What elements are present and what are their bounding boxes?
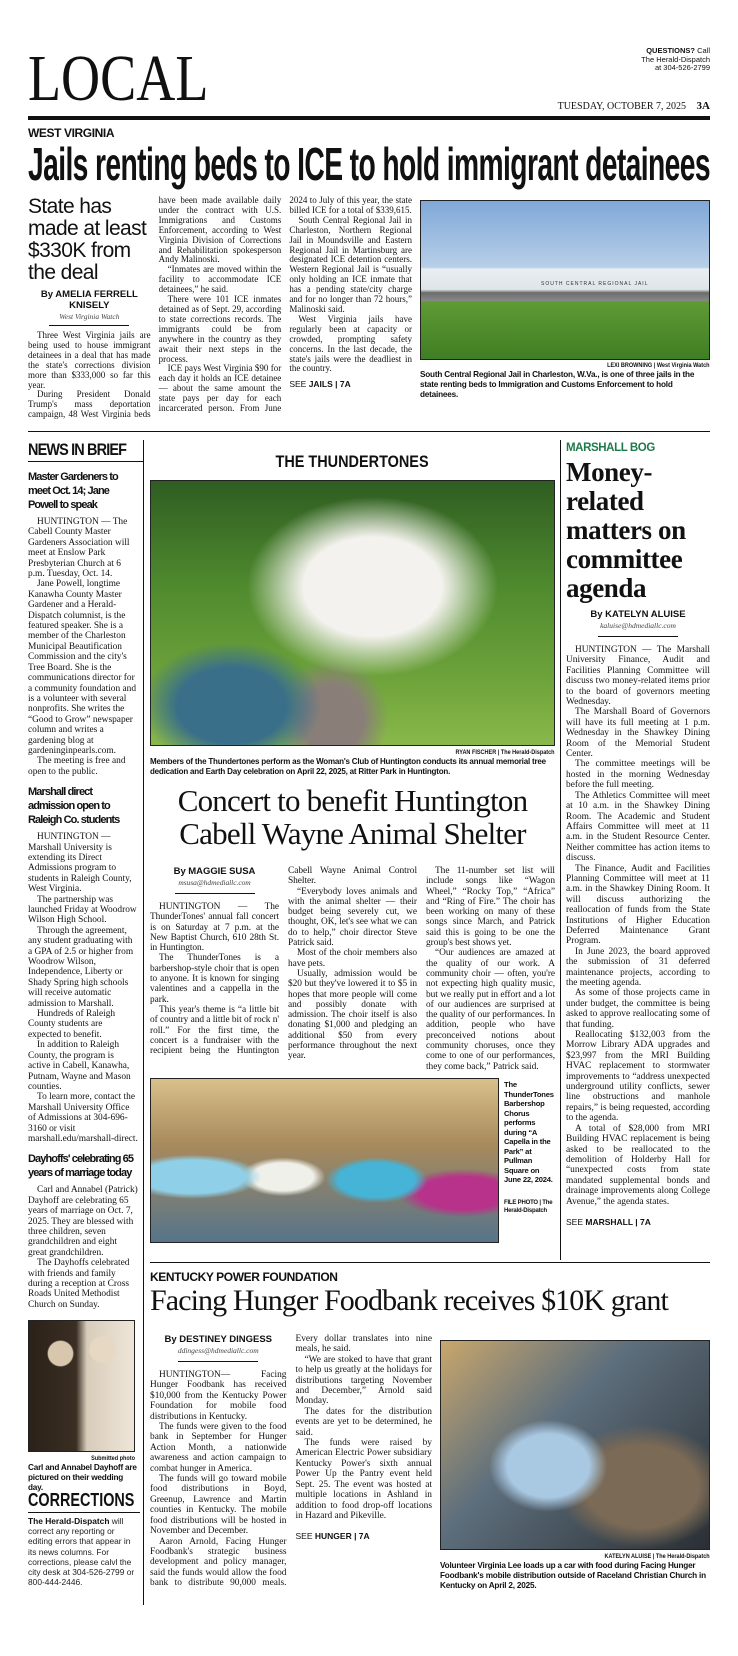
paragraph: To learn more, contact the Marshall University Office of Admissions at 304-696-3160 or visit marshall.edu/marshall-direct. [28, 1092, 138, 1144]
jails-kicker: WEST VIRGINIA [28, 126, 115, 140]
dateline [558, 100, 710, 112]
questions-call: Call [694, 46, 710, 55]
jail-sign: SOUTH CENTRAL REGIONAL JAIL [541, 281, 649, 287]
hunger-jump[interactable] [296, 1531, 433, 1541]
corrections-text: will correct any reporting or editing errors that appear in its news columns. For corrections, please calvl the city desk at 304-526-2799 or 800-444-2446. [28, 1516, 135, 1588]
byline-email[interactable]: msusa@hdmediallc.com [178, 878, 251, 887]
paragraph: HUNTINGTON — The Marshall University Finance, Audit and Facilities Planning Committee will discuss two money-related items prior to the board of governors meeting Wednesday. [566, 645, 710, 708]
hunger-headline: Facing Hunger Foodbank receives $10K grant [150, 1284, 668, 1317]
paragraph: The funds will go toward mobile food distributions in Boyd, Greenup, Lawrence and Martin counties in Kentucky. The mobile food distributions will be hosted in November and December. [150, 1474, 287, 1537]
jails-headline: Jails renting beds to ICE to hold immigrant detainees [28, 138, 710, 190]
right-column-divider [560, 440, 561, 1260]
paragraph: “Inmates are moved within the facility to accommodate ICE detainees,” he said. [158, 264, 282, 295]
paragraph: The meeting is free and open to the public. [28, 756, 126, 777]
paragraph: A total of $28,000 from MRI Building HVAC replacement is being asked to be reallocated to the demolition of Holderby Hall for “unexpected costs from state mandated supplemental bonds and drainage improvements along College Avenue,” the agenda states. [566, 1123, 710, 1207]
see-prefix: SEE [295, 1531, 315, 1542]
marshall-body [566, 645, 710, 1207]
paragraph: HUNTINGTON — Marshall University is extending its Direct Admissions program to students in Raleigh County, West Virginia. [28, 832, 132, 895]
news-in-brief [28, 440, 138, 1310]
questions-label: QUESTIONS? [646, 46, 695, 55]
hunger-article [150, 1334, 432, 1604]
paragraph: The funds were given to the food bank in September for Hunger Action Month, a nationwide awareness and action campaign to combat hunger in America. [150, 1422, 287, 1474]
see-prefix: SEE [566, 1216, 586, 1227]
paragraph: Most of the choir members also have pets. [288, 948, 417, 969]
corrections-title: CORRECTIONS [28, 1490, 140, 1513]
paragraph: “We are stoked to have that grant to help us greatly at the holidays for distributions targeting November and December,” Arnold said Monday. [295, 1354, 432, 1407]
questions-paper: The Herald-Dispatch [641, 54, 710, 64]
paragraph: Hundreds of Raleigh County students are expected to benefit. [28, 1009, 116, 1040]
paragraph: In June 2023, the board approved the submission of 31 deferred maintenance projects, according to the meeting agenda. [566, 946, 710, 988]
paragraph: The committee meetings will be hosted in the morning Wednesday before the full meeting. [566, 759, 710, 791]
byline-name: By AMELIA FERRELL KNISELY [40, 289, 138, 311]
hunger-rule [150, 1262, 710, 1263]
marshall-jump[interactable] [566, 1217, 710, 1227]
brief-headline: Dayhoffs' celebrating 65 years of marriage today [28, 1153, 134, 1180]
brief-body [28, 1185, 138, 1310]
jail-photo-caption: South Central Regional Jail in Charleston, W.Va., is one of three jails in the state renting beds to Immigration and Customs Enforcement to hold detainees. [420, 370, 695, 399]
page-number: 3A [696, 100, 710, 112]
see-target: HUNGER | 7A [314, 1531, 370, 1542]
paragraph: The Athletics Committee will meet at 10 a.m. in the Shawkey Dining Room. The Academic and Student Affairs Committee will meet at 11 a.m. in the Student Resource Center. Neither committee has action items to discuss. [566, 790, 710, 864]
paragraph: Usually, admission would be $20 but they've lowered it to $5 in hopes that more people will come and possibly donate with admission. The choir itself is also donating $1,000 and pledging an additional $50 from every performance throughout the next year. [288, 968, 417, 1062]
paragraph: “Our audiences are amazed at the quality of our work. A community choir — often, you're not expecting high quality music, but we really put in effort and a lot of our audiences are surprised at the quality of our performances. In addition, people who have preconceived notions about community choruses, once they come to one of our performances, they come back,” Patrick said. [426, 948, 555, 1072]
paragraph: In addition to Raleigh County, the program is active in Cabell, Kanawha, Putnam, Wayne and Mason counties. [28, 1040, 131, 1092]
paragraph: The ThunderTones is a barbershop-style choir that is open to anyone. It is known for singing valentines and a cappella in the park. [150, 953, 279, 1005]
paragraph: Reallocating $132,003 from the Morrow Library ADA upgrades and $23,997 from the MRI Building HVAC replacement to stormwater improvements to “address unexpected underground utility conflicts, sewer line obstructions and manhole repairs,” is being requested, according to the agenda. [566, 1030, 710, 1124]
marshall-byline [566, 609, 710, 637]
hunger-body [150, 1334, 432, 1604]
paragraph: The partnership was launched Friday at Woodrow Wilson High School. [28, 894, 137, 926]
jail-photo-credit: LEXI BROWNING | West Virginia Watch [607, 362, 710, 369]
section-rule [28, 431, 710, 432]
thundertones-photo-credit: RYAN FISCHER | The Herald-Dispatch [455, 749, 555, 756]
concert-article [150, 866, 555, 1076]
paragraph: HUNTINGTON — The ThunderTones' annual fall concert is on Saturday at 7 p.m. at the New Baptist Church, 610 28th St. in Huntington. [150, 902, 279, 954]
concert-body [150, 866, 555, 1076]
paragraph: During President Donald Trump's mass deportation campaign, 48 West Virginia beds have been made available daily under the contract with U.S. Immigrations and Customs Enforcement, according to West Virginia Division of Corrections and Rehabilitation spokesperson Andy Malinoski. [28, 195, 282, 420]
paragraph: “Everybody loves animals and with the animal shelter — their budget being severely cut, we thought, OK, let's see what we can do to help,” choir director Steve Patrick said. [288, 886, 417, 949]
corrections-lead: The Herald-Dispatch [28, 1516, 110, 1526]
hunger-kicker: KENTUCKY POWER FOUNDATION [150, 1270, 338, 1284]
paragraph: There were 101 ICE inmates detained as of Sept. 29, according to state corrections records. The immigrants could be from anywhere in the country as they await their next steps in the process. [158, 294, 282, 364]
paragraph: ICE pays West Virginia $90 for each day it holds an ICE detainee — about the same amount the state pays per day for each incarcerated person. From June 2024 to July of this year, the state billed ICE for a total of $339,615. [158, 195, 412, 414]
paragraph: HUNTINGTON — The Cabell County Master Gardeners Association will meet at Enslow Park Presbyterian Church at 6 p.m. Tuesday, Oct. 14. [28, 517, 130, 580]
paragraph: Carl and Annabel (Patrick) Dayhoff are celebrating 65 years of marriage on Oct. 7, 2025. They are blessed with three children, seven grandchildren and eight great grandchildren. [28, 1185, 138, 1258]
wedding-photo [28, 1320, 135, 1452]
brief-headline: Master Gardeners to meet Oct. 14; Jane Powell to speak [28, 471, 118, 511]
left-column-divider [143, 440, 144, 1605]
jails-byline [28, 289, 151, 326]
brief-headline: Marshall direct admission open to Raleigh Co. students [28, 786, 120, 827]
byline-email[interactable]: kaluise@hdmediallc.com [600, 621, 676, 630]
jails-article [28, 196, 412, 428]
see-target: JAILS | 7A [308, 379, 351, 390]
paragraph: Through the agreement, any student graduating with a GPA of 2.5 or higher from Woodrow Wilson, Independence, Liberty or Shady Spring high schools will receive automatic admission to Marshall. [28, 925, 134, 1009]
concert-byline [150, 866, 279, 894]
concert-headline: Concert to benefit Huntington Cabell Wayne Animal Shelter [177, 783, 528, 851]
thundertones-photo-title: THE THUNDERTONES [275, 452, 430, 471]
wedding-photo-credit: Submitted photo [91, 1455, 135, 1462]
paragraph: Jane Powell, longtime Kanawha County Master Gardener and a Herald-Dispatch columnist, is the featured speaker. She is a member of the Charleston Municipal Beautification Commission and the city's Tree Board. She is the communications director for a community foundation and is a volunteer with several nonprofits. She writes the “Good to Grow” newspaper column and writes a gardening blog at gardeninginpearls.com. [28, 579, 137, 756]
paragraph: As some of those projects came in under budget, the committee is being asked to approve reallocating some of that funding. [566, 988, 710, 1030]
paragraph: The Marshall Board of Governors will have its full meeting at 1 p.m. Wednesday in the Shawkey Dining Room of the Memorial Student Center. [566, 707, 710, 760]
brief-body [28, 832, 138, 1144]
thundertones-photo [150, 480, 555, 746]
chorus-photo-credit: FILE PHOTO | The Herald-Dispatch [504, 1200, 553, 1214]
jails-jump[interactable] [289, 380, 412, 390]
paragraph: The Finance, Audit and Facilities Planning Committee will meet at 11 a.m. in the Shawkey Dining Room. It will discuss authorizing the reallocation of funds from the State Institutions of Higher Education Deferred Maintenance Grant Program. [566, 863, 710, 947]
chorus-photo-caption: The ThunderTones Barbershop Chorus performs during “A Capella in the Park” at Pullman Square on June 22, 2024. [504, 1080, 554, 1184]
byline-email[interactable]: ddingess@hdmediallc.com [177, 1346, 259, 1355]
paragraph: The Dayhoffs celebrated with friends and family during a reception at Cross Roads United Methodist Church on Sunday. [28, 1258, 130, 1310]
paragraph: Aaron Arnold, Facing Hunger Foodbank's strategic business development and policy manager, said the funds would allow the food bank to distribute 90,000 meals. Every dollar translates into nine meals, he said. [150, 1334, 432, 1589]
paragraph: South Central Regional Jail in Charleston, Northern Regional Jail in Moundsville and Eastern Regional Jail in Martinsburg are designated ICE detention centers. Western Regional Jail is “usually only holding an ICE inmate that has a pending state/city charge and for no longer than 72 hours,” Malinoski said. [289, 214, 412, 314]
paragraph: Three West Virginia jails are being used to house immigrant detainees in a deal that has made the state's corrections division more than $333,000 so far this year. [28, 330, 151, 390]
wedding-photo-caption: Carl and Annabel Dayhoff are pictured on their wedding day. [28, 1463, 137, 1492]
marshall-article [566, 442, 710, 1227]
jail-photo [420, 200, 710, 360]
paragraph: This year's theme is “a little bit of country and a little bit of rock n' roll.” For the first time, the concert is a fundraiser with the recipient being the Huntington Cabell Wayne Animal Control Shelter. [150, 866, 417, 1057]
section-title: LOCAL [28, 42, 209, 115]
brief-body [28, 517, 138, 777]
corrections-box [28, 1490, 140, 1587]
byline-affiliation: West Virginia Watch [59, 312, 120, 321]
marshall-kicker: MARSHALL BOG [566, 442, 655, 454]
questions-box [641, 47, 710, 73]
questions-phone: at 304-526-2799 [654, 63, 710, 72]
foodbank-photo [440, 1340, 710, 1550]
thundertones-photo-caption: Members of the Thundertones perform as the Woman's Club of Huntington conducts its annual memorial tree dedication and Earth Day celebration on April 22, 2025, at Ritter Park in Huntington. [150, 757, 546, 776]
see-prefix: SEE [289, 379, 309, 390]
paragraph: The funds were raised by American Electric Power subsidiary Kentucky Power's sixth annual Power Up the Pantry event held Sept. 25. The event was hosted at multiple locations in Ashland in addition to food drop-off locations in Hazard and Pikeville. [295, 1438, 432, 1521]
foodbank-photo-credit: KATELYN ALUISE | The Herald-Dispatch [604, 1553, 710, 1560]
paragraph: The 11-number set list will include songs like “Wagon Wheel,” “Rocky Top,” “Africa” and “Ring of Fire.” The choir has been working on many of these songs since March, and Patrick said this is going to be one the group's best shows yet. [426, 866, 555, 949]
issue-date: TUESDAY, OCTOBER 7, 2025 [557, 101, 687, 112]
paragraph: The dates for the distribution events are yet to be determined, he said. [295, 1406, 432, 1438]
paragraph: HUNTINGTON— Facing Hunger Foodbank has received $10,000 from the Kentucky Power Foundation for mobile food distributions in Kentucky. [150, 1370, 287, 1422]
foodbank-photo-caption: Volunteer Virginia Lee loads up a car with food during Facing Hunger Foodbank's mobile distribution outside of Raceland Christian Church in Kentucky on April 2, 2025. [440, 1561, 706, 1590]
chorus-photo [150, 1078, 499, 1243]
jails-deck: State has made at least $330K from the deal [28, 195, 147, 284]
see-target: MARSHALL | 7A [585, 1216, 651, 1227]
masthead-rule [28, 116, 710, 120]
paragraph: West Virginia jails have regularly been at capacity or crowded, prompting safety concerns. In the last decade, the state's jails were the deadliest in the country. [289, 313, 412, 374]
briefs-title: NEWS IN BRIEF [28, 440, 143, 462]
byline-name: By DESTINEY DINGESS [164, 1334, 273, 1345]
byline-name: By MAGGIE SUSA [173, 866, 256, 877]
byline-name: By KATELYN ALUISE [590, 609, 686, 620]
hunger-byline [150, 1334, 287, 1362]
marshall-headline: Money-related matters on committee agenda [566, 457, 686, 603]
